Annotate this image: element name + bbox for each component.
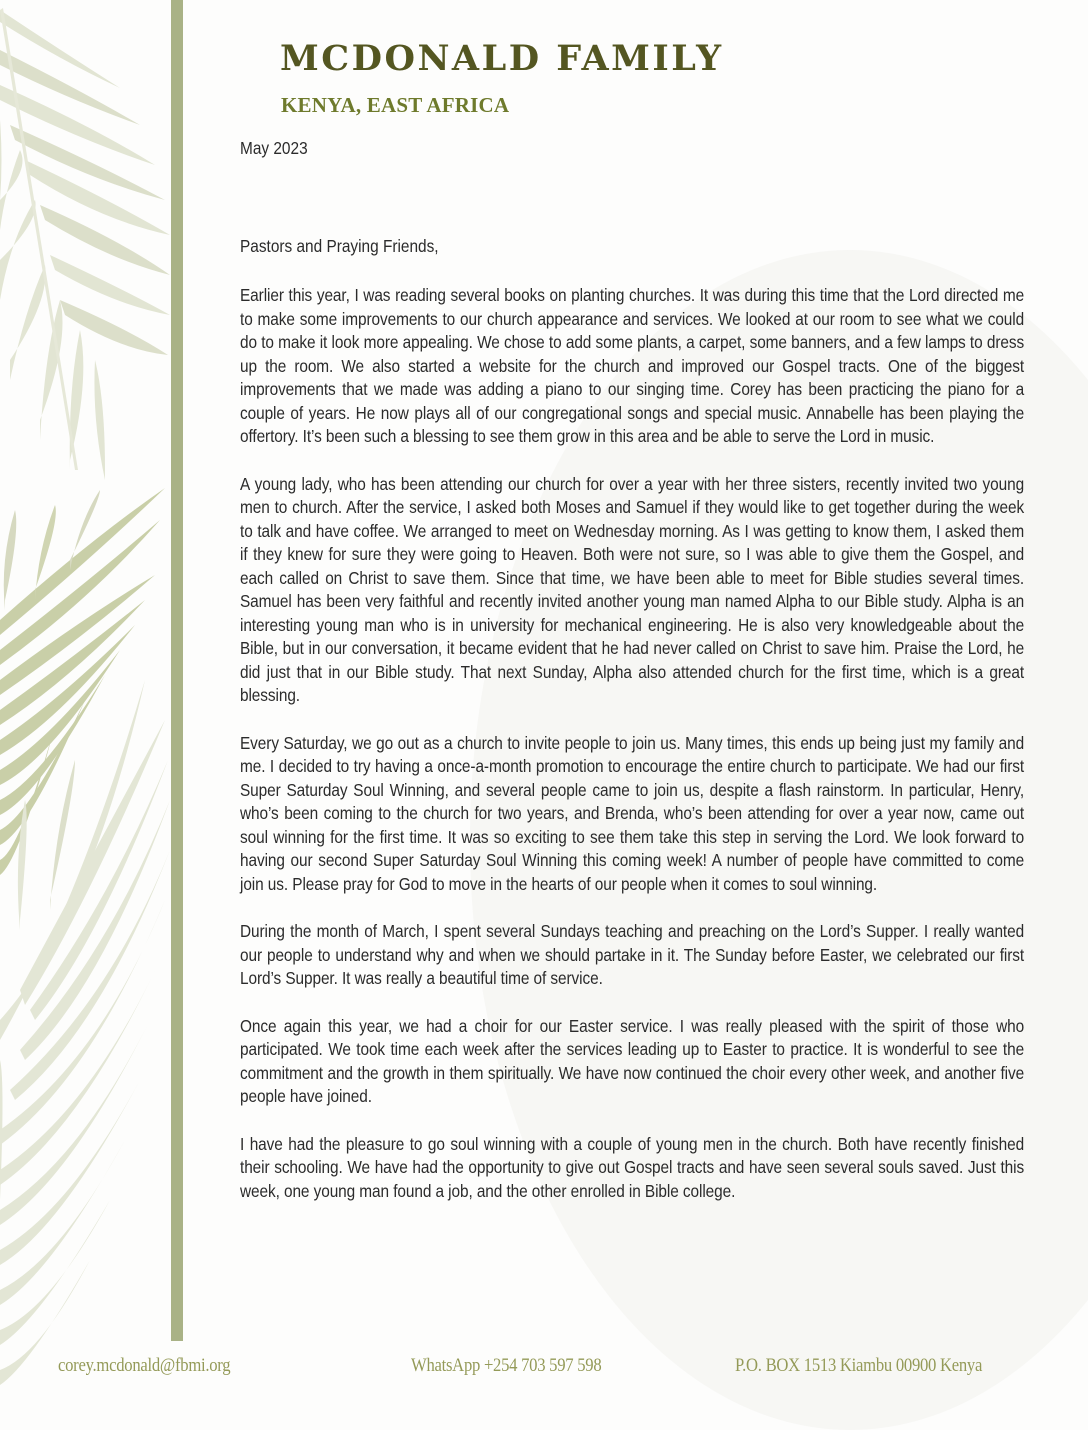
paragraph-young-men-saved: A young lady, who has been attending our church for over a year with her three sisters, recently invited two young men to church. After the service, I asked both Moses and Samuel if they would like to get together during the week to talk and have coffee. We arranged to meet on Wednesday morning. As I was getting to know them, I asked them if they knew for sure they were going to Heaven. Both were not sure, so I was able to give them the Gospel, and each called on Christ to save them. Since that time, we have been able to meet for Bible studies several times. Samuel has been very faithful and recently invited another young man named Alpha to our Bible study. Alpha is an interesting young man who is in university for mechanical engineering. He is also very knowledgeable about the Bible, but in our conversation, it became evident that he had never called on Christ to save him. Praise the Lord, he did just that in our Bible study. That next Sunday, Alpha also attended church for the first time, which is a great blessing. <box>240 473 1025 705</box>
paragraph-easter-choir: Once again this year, we had a choir for our Easter service. I was really pleased with the spirit of those who participated. We took time each week after the services leading up to Easter to practice. It is wonderful to see the commitment and the growth in them spiritually. We have now continued the choir every other week, and another five people have joined. <box>240 1015 1025 1106</box>
letter-date: May 2023 <box>240 138 308 158</box>
location-subtitle: KENYA, EAST AFRICA <box>281 93 510 117</box>
family-name-title: MCDONALD FAMILY <box>280 38 724 79</box>
paragraph-super-saturday: Every Saturday, we go out as a church to invite people to join us. Many times, this ends up being just my family and me. I decided to try having a once-a-month promotion to encourage the entire church to participate. We had our first Super Saturday Soul Winning, and several people came to join us, despite a flash rainstorm. In particular, Henry, who’s been coming to the church for two years, and Brenda, who’s been attending for over a year now, came out soul winning for the first time. It was so exciting to see them take this step in serving the Lord. We look forward to having our second Super Saturday Soul Winning this coming week! A number of people have committed to come join us. Please pray for God to move in the hearts of our people when it comes to soul winning. <box>240 732 1025 894</box>
paragraph-lords-supper: During the month of March, I spent several Sundays teaching and preaching on the Lord’s Supper. I really wanted our people to understand why and when we should partake in it. The Sunday before Easter, we celebrated our first Lord’s Supper. It was really a beautiful time of service. <box>240 921 1025 988</box>
footer-email-link[interactable]: corey.mcdonald@fbmi.org <box>58 1356 231 1376</box>
accent-vertical-bar <box>171 0 183 1341</box>
paragraph-church-improvements: Earlier this year, I was reading several books on planting churches. It was during this time that the Lord directed me to make some improvements to our church appearance and services. We looked at our room to see what we could do to make it look more appealing. We chose to add some plants, a carpet, some banners, and a few lamps to dress up the room. We also started a website for the church and improved our Gospel tracts. One of the biggest improvements that we made was adding a piano to our singing time. Corey has been practicing the piano for a couple of years. He now plays all of our congregational songs and special music. Annabelle has been playing the offertory. It’s been such a blessing to see them grow in this area and be able to serve the Lord in music. <box>240 285 1025 446</box>
palm-leaf-decoration <box>0 0 172 1408</box>
footer-address: P.O. BOX 1513 Kiambu 00900 Kenya <box>735 1356 983 1376</box>
salutation: Pastors and Praying Friends, <box>240 236 439 256</box>
footer-contact <box>0 1356 1088 1386</box>
letter-body <box>240 284 1024 1227</box>
footer-whatsapp: WhatsApp +254 703 597 598 <box>411 1356 602 1376</box>
paragraph-soul-winning: I have had the pleasure to go soul winning with a couple of young men in the church. Both have recently finished their schooling. We have had the opportunity to give out Gospel tracts and have seen several souls saved. Just this week, one young man found a job, and the other enrolled in Bible college. <box>240 1133 1025 1201</box>
palm-frond-top <box>0 8 170 480</box>
